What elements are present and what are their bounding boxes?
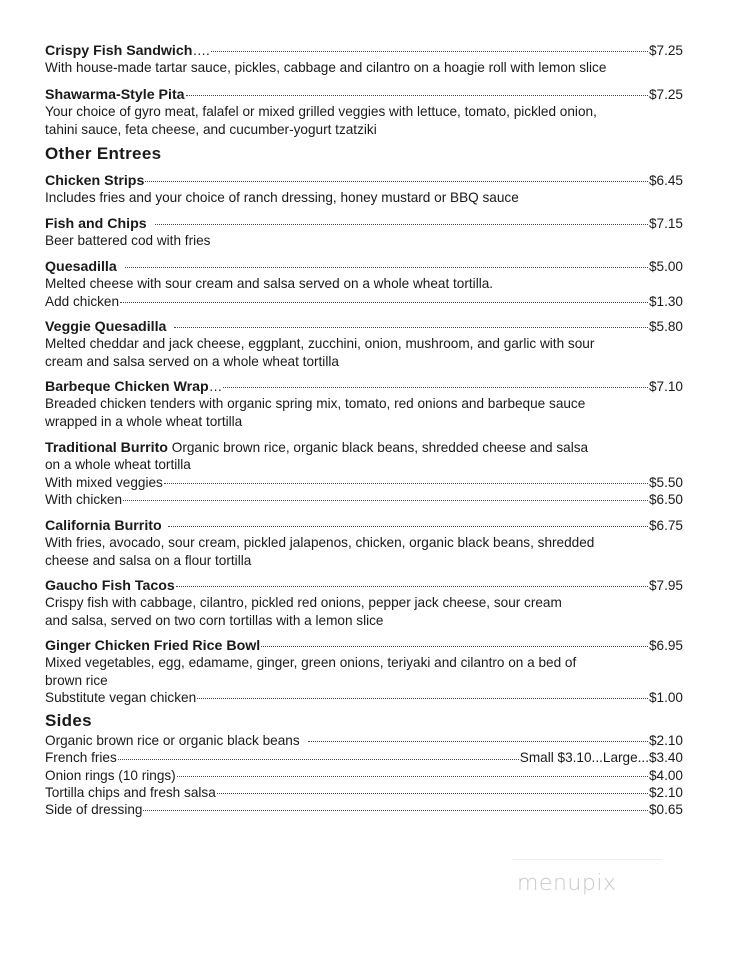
item-price: $7.25 (648, 43, 683, 58)
side-price: $4.00 (648, 767, 683, 783)
section-heading: Other Entrees (45, 144, 162, 163)
item-name: Veggie Quesadilla (45, 319, 167, 335)
item-price: $7.15 (648, 216, 683, 231)
leader-dots (143, 810, 647, 811)
menu-item (45, 258, 683, 310)
menu-item (45, 517, 683, 569)
side-price: $0.65 (648, 802, 683, 818)
leader-dots (120, 302, 648, 303)
item-name: Ginger Chicken Fried Rice Bowl (45, 638, 261, 654)
option-price: $1.30 (648, 293, 683, 309)
leader-dots (145, 181, 648, 182)
menu-item (45, 42, 683, 77)
item-price: $5.00 (648, 259, 683, 274)
item-name: Quesadilla (45, 259, 117, 275)
menu-item (45, 172, 683, 207)
item-description: tahini sauce, feta cheese, and cucumber-yogurt tzatziki (45, 121, 377, 137)
side-item (45, 732, 683, 749)
item-price: $6.95 (648, 638, 683, 653)
leader-dots (155, 224, 648, 225)
side-item (45, 749, 683, 766)
item-description: Crispy fish with cabbage, cilantro, pickled red onions, pepper jack cheese, sour cream (45, 595, 562, 611)
side-label: Organic brown rice or organic black beans (45, 733, 300, 748)
option-price: $5.50 (648, 474, 683, 490)
watermark-logo: menupix (517, 871, 617, 896)
item-description: Includes fries and your choice of ranch dressing, honey mustard or BBQ sauce (45, 190, 519, 206)
leader-dots (174, 327, 648, 328)
side-label: Tortilla chips and fresh salsa (45, 784, 216, 800)
item-name: Chicken Strips (45, 173, 145, 189)
item-description: wrapped in a whole wheat tortilla (45, 413, 243, 429)
item-price: $5.80 (648, 319, 683, 334)
side-price: $2.10 (648, 784, 683, 800)
leader-dots (211, 51, 648, 52)
menu-item (45, 577, 683, 629)
item-description: on a whole wheat tortilla (45, 457, 191, 473)
item-description: Mixed vegetables, egg, edamame, ginger, green onions, teriyaki and cilantro on a bed of (45, 655, 577, 671)
leader-dots (308, 741, 648, 742)
item-price: $7.10 (648, 379, 683, 394)
item-description: Your choice of gyro meat, falafel or mixed grilled veggies with lettuce, tomato, pickled onion, (45, 104, 597, 120)
side-label: Side of dressing (45, 802, 143, 818)
item-name: Shawarma-Style Pita (45, 87, 185, 103)
option-price: $1.00 (648, 689, 683, 705)
menu-item (45, 318, 683, 370)
item-price: $6.45 (648, 173, 683, 188)
leader-dots (223, 387, 648, 388)
leader-dots (118, 759, 519, 760)
item-name: Barbeque Chicken Wrap (45, 379, 209, 395)
menu-item (45, 378, 683, 430)
watermark-divider (512, 859, 662, 860)
item-description: With house-made tartar sauce, pickles, cabbage and cilantro on a hoagie roll with lemon slice (45, 60, 607, 76)
menu-item (45, 637, 683, 706)
section-heading: Sides (45, 711, 92, 730)
item-name: Fish and Chips (45, 216, 147, 232)
item-description: Breaded chicken tenders with organic spring mix, tomato, red onions and barbeque sauce (45, 396, 586, 412)
item-description: Melted cheese with sour cream and salsa served on a whole wheat tortilla. (45, 276, 494, 292)
item-name-suffix: …. (192, 43, 210, 58)
item-description: Organic brown rice, organic black beans, shredded cheese and salsa (171, 440, 589, 455)
leader-dots (261, 646, 648, 647)
item-description: cheese and salsa on a flour tortilla (45, 552, 252, 568)
item-name-suffix: … (208, 379, 223, 394)
option-label: With chicken (45, 491, 123, 507)
leader-dots (186, 95, 648, 96)
item-description: brown rice (45, 672, 108, 688)
leader-dots (177, 776, 648, 777)
leader-dots (217, 793, 648, 794)
item-name: Crispy Fish Sandwich (45, 43, 193, 59)
leader-dots (125, 267, 648, 268)
side-item (45, 767, 683, 784)
item-description: and salsa, served on two corn tortillas with a lemon slice (45, 612, 384, 628)
side-item (45, 784, 683, 801)
option-label: Add chicken (45, 293, 120, 309)
leader-dots (123, 500, 648, 501)
side-item (45, 801, 683, 818)
menu-item (45, 86, 683, 138)
item-name: Traditional Burrito (45, 440, 168, 456)
item-price: $7.25 (648, 87, 683, 102)
item-description: cream and salsa served on a whole wheat tortilla (45, 353, 339, 369)
option-label: With mixed veggies (45, 474, 163, 490)
leader-dots (168, 526, 648, 527)
side-label: French fries (45, 750, 117, 766)
option-price: $6.50 (648, 491, 683, 507)
option-label: Substitute vegan chicken (45, 689, 197, 705)
item-name: California Burrito (45, 518, 162, 534)
leader-dots (176, 586, 648, 587)
side-price: $2.10 (648, 733, 683, 748)
item-price: $7.95 (648, 578, 683, 593)
menu-item (45, 215, 683, 250)
item-name: Gaucho Fish Tacos (45, 578, 175, 594)
item-description: Melted cheddar and jack cheese, eggplant, zucchini, onion, mushroom, and garlic with sour (45, 336, 595, 352)
item-description: Beer battered cod with fries (45, 233, 211, 249)
item-price: $6.75 (648, 518, 683, 533)
leader-dots (197, 698, 648, 699)
leader-dots (164, 483, 648, 484)
side-label: Onion rings (10 rings) (45, 767, 176, 783)
menu-item (45, 439, 683, 508)
item-description: With fries, avocado, sour cream, pickled jalapenos, chicken, organic black beans, shredded (45, 535, 595, 551)
sides-list (45, 732, 683, 818)
side-price: Small $3.10...Large...$3.40 (519, 750, 683, 766)
